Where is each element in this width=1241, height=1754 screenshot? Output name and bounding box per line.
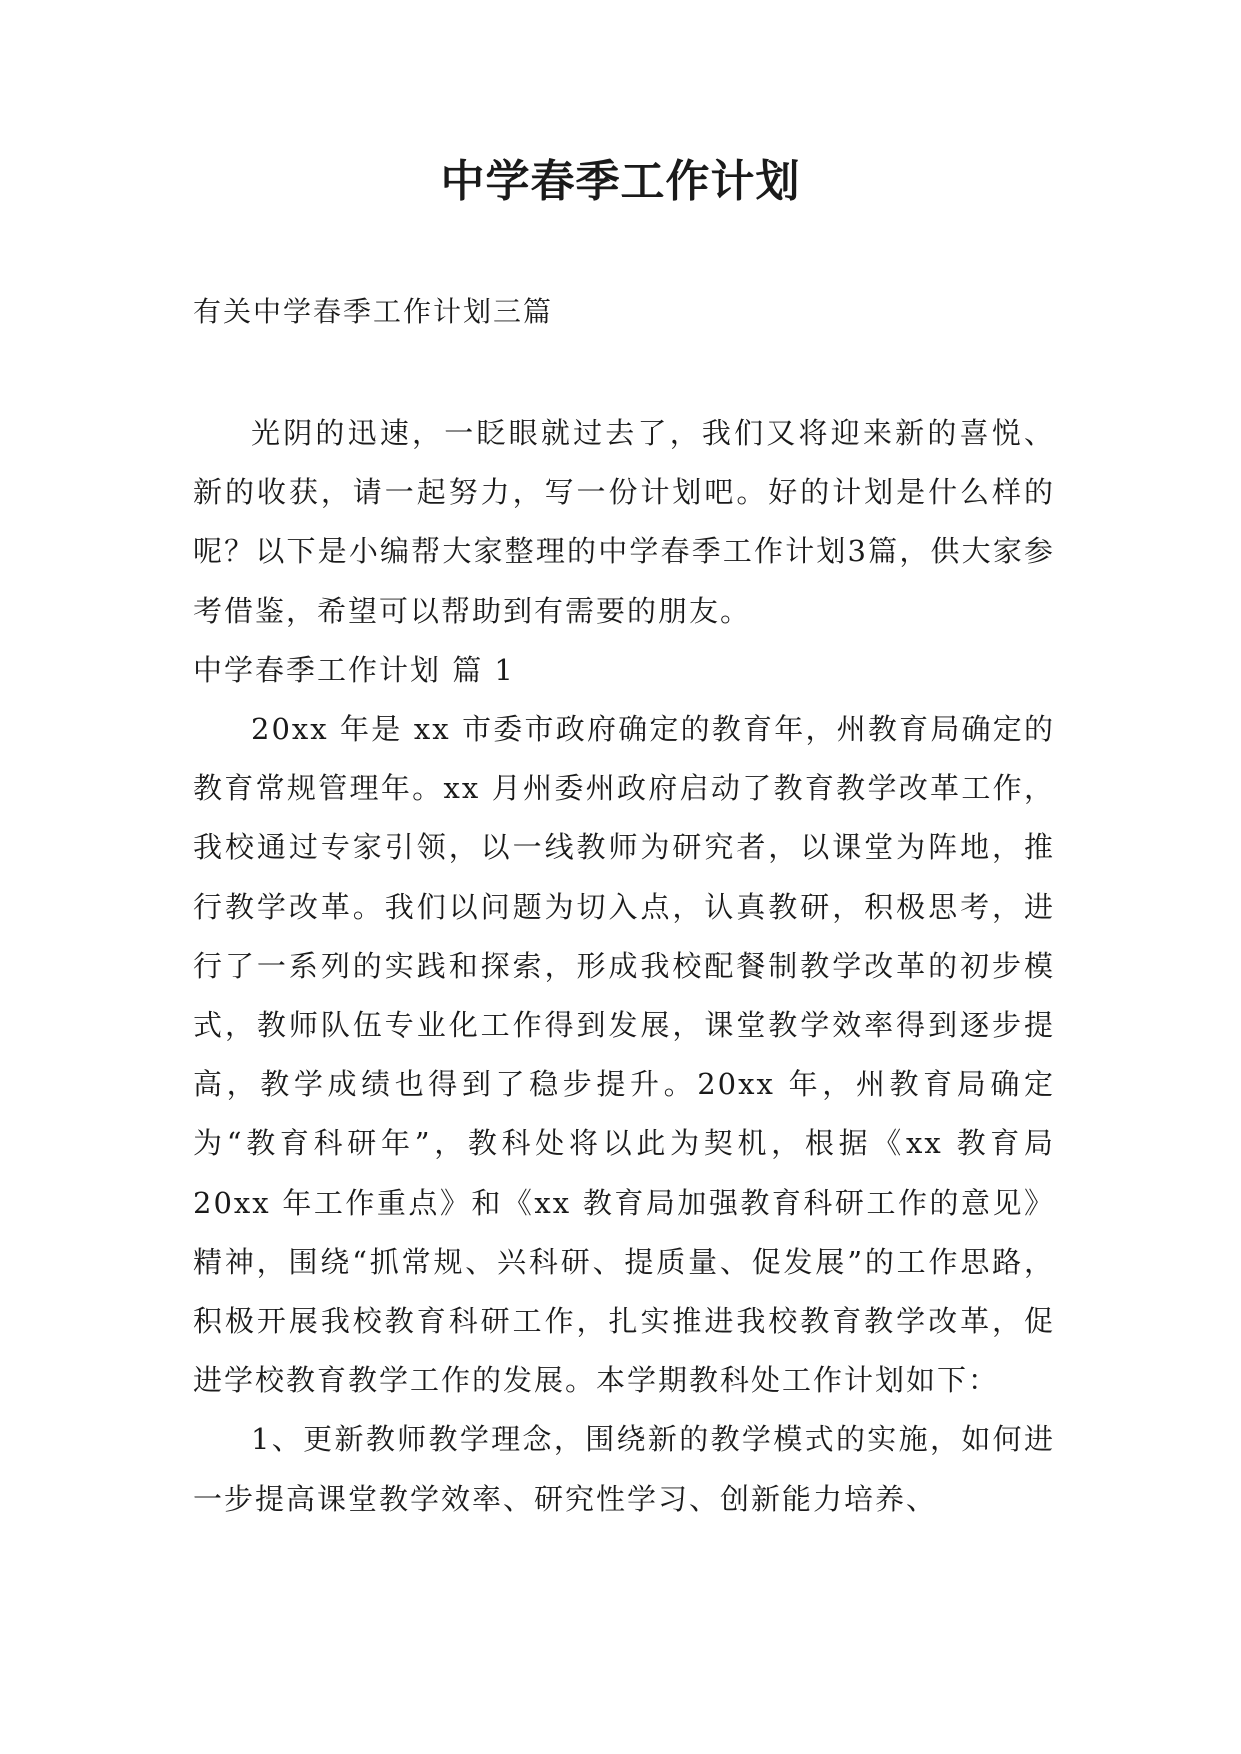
document-subtitle: 有关中学春季工作计划三篇 [193,295,554,328]
intro-paragraph: 光阴的迅速，一眨眼就过去了，我们又将迎来新的喜悦、新的收获，请一起努力，写一份计划吧。好的计划是什么样的呢？以下是小编帮大家整理的中学春季工作计划3篇，供大家参考借鉴，希望可以帮助到有需要的朋友。 [193,416,1055,628]
document-title: 中学春季工作计划 [440,156,801,207]
body-paragraph-1: 20xx 年是 xx 市委市政府确定的教育年，州教育局确定的教育常规管理年。xx 月州委州政府启动了教育教学改革工作，我校通过专家引领，以一线教师为研究者，以课堂为阵地，推行教学改革。我们以问题为切入点，认真教研，积极思考，进行了一系列的实践和探索，形成我校配餐制教学改革的初步模式，教师队伍专业化工作得到发展，课堂教学效率得到逐步提高，教学成绩也得到了稳步提升。20xx 年，州教育局确定为“教育科研年”，教科处将以此为契机，根据《xx 教育局 20xx 年工作重点》和《xx 教育局加强教育科研工作的意见》精神，围绕“抓常规、兴科研、提质量、促发展”的工作思路，积极开展我校教育科研工作，扎实推进我校教育教学改革，促进学校教育教学工作的发展。本学期教科处工作计划如下： [193,712,1055,1398]
document-body [193,404,1055,1529]
section-heading: 中学春季工作计划 篇 1 [193,652,515,687]
body-paragraph-2: 1、更新教师教学理念，围绕新的教学模式的实施，如何进一步提高课堂教学效率、研究性学习、创新能力培养、 [193,1422,1055,1516]
